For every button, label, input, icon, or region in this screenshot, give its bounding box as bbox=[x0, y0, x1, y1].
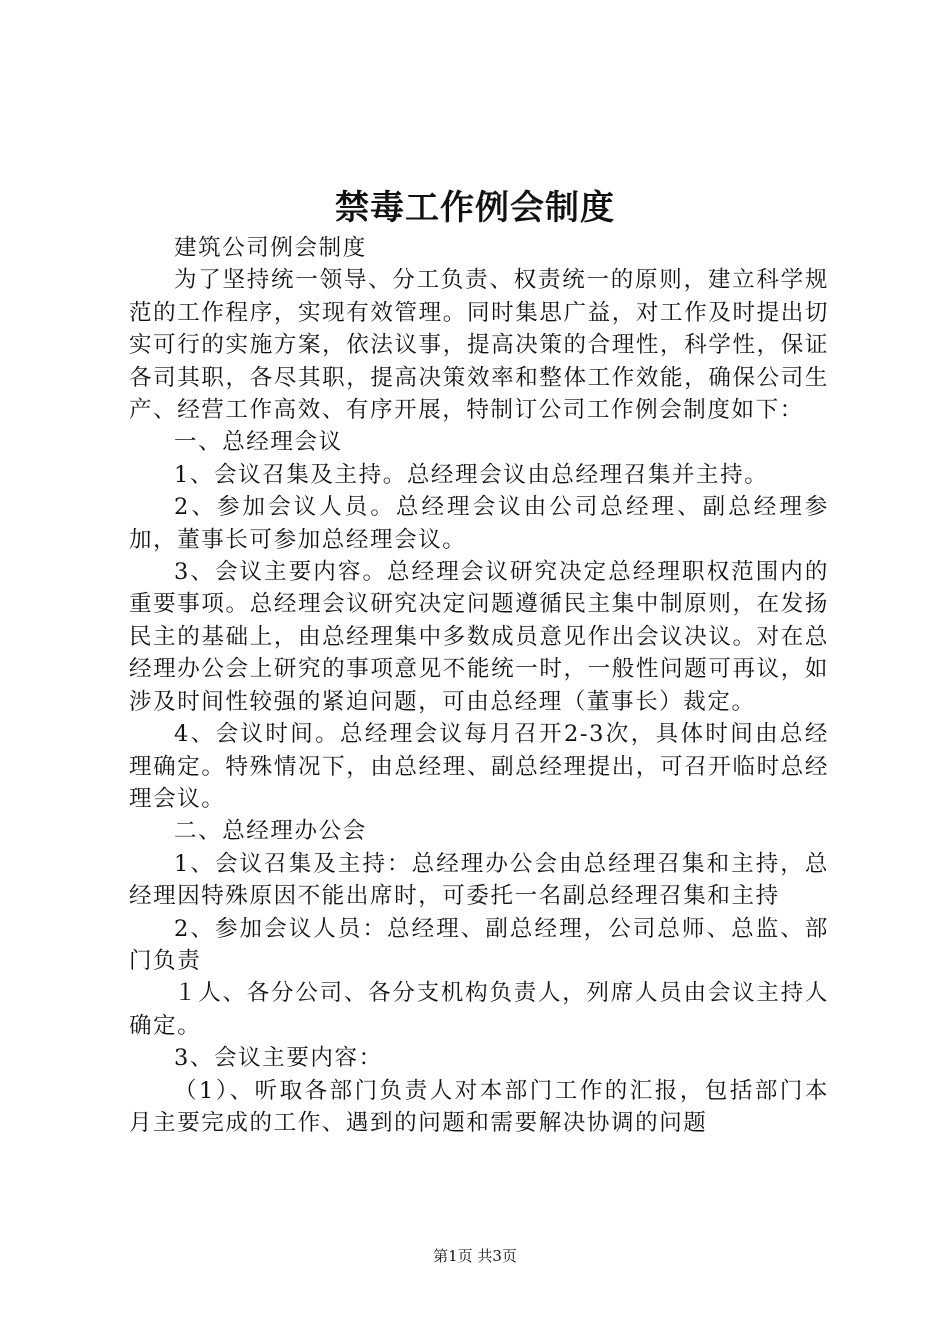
paragraph-item: １人、各分公司、各分支机构负责人，列席人员由会议主持人确定。 bbox=[129, 980, 829, 1039]
section-heading-office-meeting: 二、总经理办公会 bbox=[174, 818, 367, 845]
paragraph-item: （1）、听取各部门负责人对本部门工作的汇报，包括部门本月主要完成的工作、遇到的问题和需要解决协调的问题 bbox=[129, 1077, 829, 1136]
section-heading-general-manager-meeting: 一、总经理会议 bbox=[174, 429, 343, 456]
paragraph-item: 3、会议主要内容。总经理会议研究决定总经理职权范围内的重要事项。总经理会议研究决定问题遵循民主集中制原则，在发扬民主的基础上，由总经理集中多数成员意见作出会议决议。对在总经理办公会上研究的事项意见不能统一时，一般性问题可再议，如涉及时间性较强的紧迫问题，可由总经理（董事长）裁定。 bbox=[129, 559, 829, 715]
paragraph-item: 1、会议召集及主持。总经理会议由总经理召集并主持。 bbox=[174, 461, 769, 488]
document-body bbox=[129, 232, 829, 1139]
paragraph-item: 4、会议时间。总经理会议每月召开2-3次，具体时间由总经理确定。特殊情况下，由总经理、副总经理提出，可召开临时总经理会议。 bbox=[129, 721, 829, 812]
document-title: 禁毒工作例会制度 bbox=[335, 188, 615, 228]
page-footer: 第1页 共3页 bbox=[433, 1247, 517, 1265]
paragraph-intro: 为了坚持统一领导、分工负责、权责统一的原则，建立科学规范的工作程序，实现有效管理。同时集思广益，对工作及时提出切实可行的实施方案，依法议事，提高决策的合理性，科学性，保证各司其职，各尽其职，提高决策效率和整体工作效能，确保公司生产、经营工作高效、有序开展，特制订公司工作例会制度如下： bbox=[129, 267, 829, 424]
paragraph-subtitle: 建筑公司例会制度 bbox=[174, 235, 367, 261]
paragraph-item: 2、参加会议人员。总经理会议由公司总经理、副总经理参加，董事长可参加总经理会议。 bbox=[129, 494, 829, 553]
paragraph-item: 2、参加会议人员：总经理、副总经理，公司总师、总监、部门负责 bbox=[129, 915, 829, 974]
paragraph-item: 3、会议主要内容： bbox=[174, 1045, 383, 1072]
paragraph-item: 1、会议召集及主持：总经理办公会由总经理召集和主持，总经理因特殊原因不能出席时，可委托一名副总经理召集和主持 bbox=[129, 850, 829, 910]
